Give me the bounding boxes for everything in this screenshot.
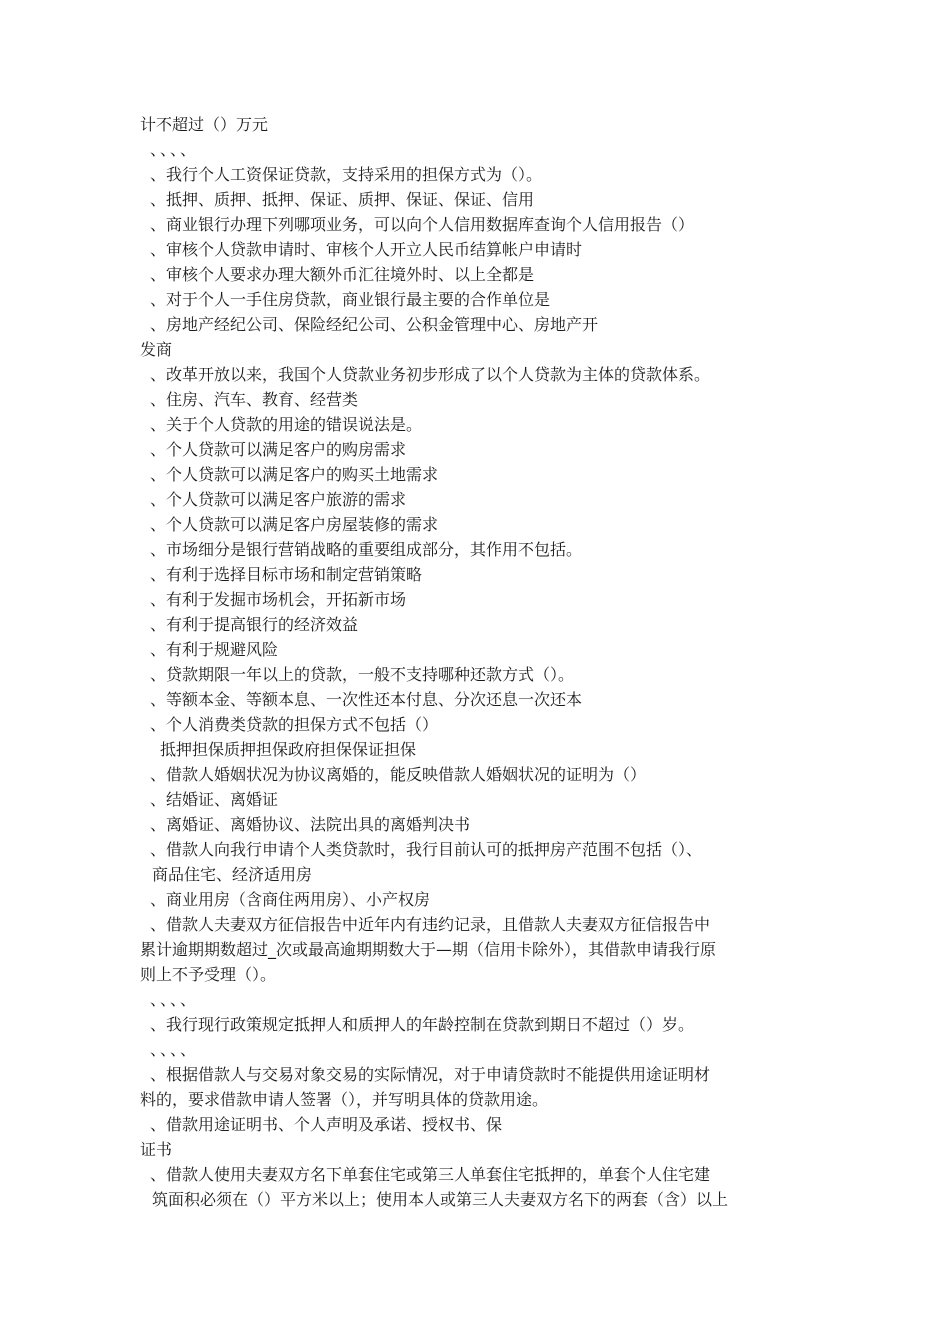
text-line: 、个人消费类贷款的担保方式不包括（） [150,715,439,734]
text-line: 、房地产经纪公司、保险经纪公司、公积金管理中心、房地产开 [150,315,599,334]
text-line: 则上不予受理（）。 [140,965,277,984]
text-line: 、关于个人贷款的用途的错误说法是。 [150,415,423,434]
text-line: 、结婚证、离婚证 [150,790,279,809]
text-line: 、审核个人要求办理大额外币汇往境外时、以上全都是 [150,265,535,284]
text-line: 、我行现行政策规定抵押人和质押人的年龄控制在贷款到期日不超过（）岁。 [150,1015,695,1034]
text-line: 、抵押、质押、抵押、保证、质押、保证、保证、信用 [150,190,535,209]
text-line: 、有利于选择目标市场和制定营销策略 [150,565,423,584]
text-line: 、市场细分是银行营销战略的重要组成部分，其作用不包括。 [150,540,583,559]
text-line: 、借款人向我行申请个人类贷款时，我行目前认可的抵押房产范围不包括（）、 [150,840,703,859]
text-line: 、对于个人一手住房贷款，商业银行最主要的合作单位是 [150,290,551,309]
text-line: 、住房、汽车、教育、经营类 [150,390,359,409]
text-line: 、贷款期限一年以上的贷款，一般不支持哪种还款方式（）。 [150,665,575,684]
text-line: 证书 [140,1140,173,1159]
text-line: 发商 [140,340,173,359]
text-line: 、有利于提高银行的经济效益 [150,615,359,634]
text-line: 、、、、 [150,990,199,1009]
text-line: 、借款人婚姻状况为协议离婚的，能反映借款人婚姻状况的证明为（） [150,765,647,784]
text-line: 、离婚证、离婚协议、法院出具的离婚判决书 [150,815,471,834]
text-line: 、、、、 [150,1040,199,1059]
text-line: 商品住宅、经济适用房 [152,865,313,884]
text-line: 筑面积必须在（）平方米以上；使用本人或第三人夫妻双方名下的两套（含）以上 [152,1190,729,1209]
text-line: 、个人贷款可以满足客户的购房需求 [150,440,407,459]
text-line: 、借款用途证明书、个人声明及承诺、授权书、保 [150,1115,503,1134]
text-line: 、根据借款人与交易对象交易的实际情况，对于申请贷款时不能提供用途证明材 [150,1065,711,1084]
text-line: 、借款人夫妻双方征信报告中近年内有违约记录，且借款人夫妻双方征信报告中 [150,915,711,934]
text-line: 、个人贷款可以满足客户的购买土地需求 [150,465,439,484]
text-line: 、有利于发掘市场机会，开拓新市场 [150,590,407,609]
text-line: 累计逾期期数超过_次或最高逾期期数大于—期（信用卡除外），其借款申请我行原 [140,940,717,959]
text-line: 、有利于规避风险 [150,640,279,659]
text-line: 、个人贷款可以满足客户房屋装修的需求 [150,515,439,534]
text-line: 、改革开放以来，我国个人贷款业务初步形成了以个人贷款为主体的贷款体系。 [150,365,711,384]
text-line: 、个人贷款可以满足客户旅游的需求 [150,490,407,509]
text-line: 、、、、 [150,140,199,159]
text-line: 、商业银行办理下列哪项业务，可以向个人信用数据库查询个人信用报告（） [150,215,695,234]
text-line: 抵押担保质押担保政府担保保证担保 [160,740,417,759]
text-line: 、我行个人工资保证贷款，支持采用的担保方式为（）。 [150,165,543,184]
text-line: 、借款人使用夫妻双方名下单套住宅或第三人单套住宅抵押的，单套个人住宅建 [150,1165,711,1184]
text-line: 、等额本金、等额本息、一次性还本付息、分次还息一次还本 [150,690,583,709]
text-line: 、商业用房（含商住两用房）、小产权房 [150,890,431,909]
text-line: 、审核个人贷款申请时、审核个人开立人民币结算帐户申请时 [150,240,583,259]
text-line: 计不超过（）万元 [140,115,269,134]
text-line: 料的，要求借款申请人签署（），并写明具体的贷款用途。 [140,1090,549,1109]
